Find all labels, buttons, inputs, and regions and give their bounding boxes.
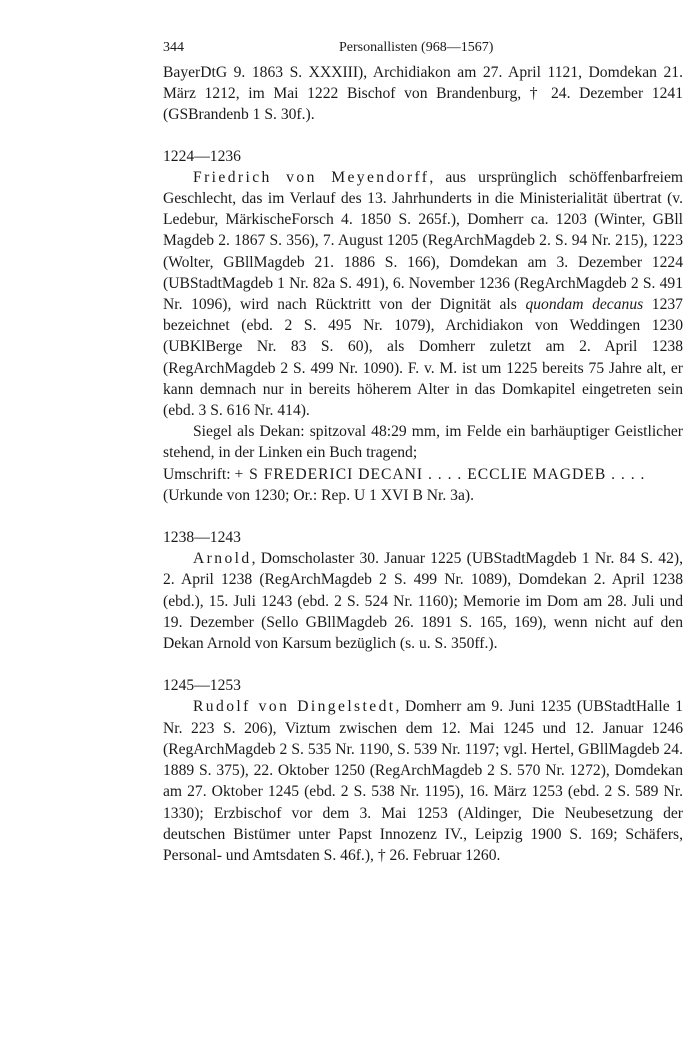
entry-paragraph (163, 548, 683, 654)
person-name: Arnold (193, 550, 252, 568)
body-text (163, 62, 683, 866)
seal-source: (Urkunde von 1230; Or.: Rep. U 1 XVI B Nr. 3a). (163, 486, 474, 504)
entry-date: 1238—1243 (163, 529, 241, 547)
seal-description: Siegel als Dekan: spitzoval 48:29 mm, im Felde ein barhäuptiger Geistlicher stehend, in der Linken ein Buch tragend; (163, 423, 683, 462)
entry-paragraph (163, 167, 683, 421)
entry-text: , aus ursprünglich schöffenbarfreiem Geschlecht, das im Verlauf des 13. Jahrhunderts in die Ministerialität übertrat (v. Ledebur, MärkischeForsch 4. 1850 S. 265f.), Domherr ca. 1203 (Winter, GBll Magdeb 2. 1867 S. 356), 7. August 1205 (RegArchMagdeb 2. S. 94 Nr. 215), 1223 (Wolter, GBllMagdeb 21. 1886 S. 166), Domdekan am 3. Dezember 1224 (UBStadtMagdeb 1 Nr. 82a S. 491), 6. November 1236 (RegArchMagdeb 2 S. 491 Nr. 1096), wird nach Rücktritt von der Dignität als (163, 168, 683, 314)
running-title: Personallisten (968—1567) (339, 40, 494, 55)
entry-text: , Domherr am 9. Juni 1235 (UBStadtHalle 1 Nr. 223 S. 206), Viztum zwischen dem 12. Mai 1245 und 12. Januar 1246 (RegArchMagdeb 2 S. 535 Nr. 1190, S. 539 Nr. 1197; vgl. Hertel, GBllMagdeb 24. 1889 S. 375), 22. Oktober 1250 (RegArchMagdeb 2 S. 570 Nr. 1272), Domdekan am 27. Oktober 1245 (ebd. 2 S. 538 Nr. 1195), 16. März 1253 (ebd. 2 S. 589 Nr. 1330); Erzbischof vor dem 3. Mai 1253 (Aldinger, Die Neubesetzung der deutschen Bistümer unter Papst Innozenz IV., Leipzig 1900 S. 169; Schäfers, Personal- und Amtsdaten S. 46f.), † 26. Februar 1260. (163, 698, 683, 864)
seal-legend: + S FREDERICI DECANI . . . . ECCLIE MAGDEB . . . . (234, 465, 646, 483)
page-header (163, 40, 683, 62)
intro-paragraph: BayerDtG 9. 1863 S. XXXIII), Archidiakon am 27. April 1121, Domdekan 21. März 1212, im Mai 1222 Bischof von Brandenburg, † 24. Dezember 1241 (GSBrandenb 1 S. 30f.). (163, 64, 683, 124)
person-name: Friedrich von Meyendorff (193, 168, 430, 186)
person-name: Rudolf von Dingelstedt (193, 698, 396, 716)
seal-label: Umschrift: (163, 465, 235, 483)
entry-paragraph (163, 696, 683, 866)
seal-inscription (163, 464, 683, 485)
entry-italic-text: quondam decanus (525, 296, 644, 314)
page (163, 40, 683, 866)
entry-text: 1237 bezeichnet (ebd. 2 S. 495 Nr. 1079), Archidiakon von Weddingen 1230 (UBKlBerge Nr. 83 S. 60), als Domherr zuletzt am 2. April 1238 (RegArchMagdeb 2 S. 499 Nr. 1090). F. v. M. ist um 1225 bereits 75 Jahre alt, er kann demnach nur in bereits höherem Alter in das Domkapitel eingetreten sein (ebd. 3 S. 616 Nr. 414). (163, 296, 683, 420)
page-number: 344 (163, 40, 184, 55)
entry-text: , Domscholaster 30. Januar 1225 (UBStadtMagdeb 1 Nr. 84 S. 42), 2. April 1238 (RegArchMagdeb 2 S. 499 Nr. 1089), Domdekan 2. April 1238 (ebd.), 15. Juli 1243 (ebd. 2 S. 524 Nr. 1160); Memorie im Dom am 28. Juli und 19. Dezember (Sello GBllMagdeb 26. 1891 S. 165, 169), wenn nicht auf den Dekan Arnold von Karsum bezüglich (s. u. S. 350ff.). (163, 550, 683, 653)
entry-date: 1224—1236 (163, 147, 241, 165)
entry-date: 1245—1253 (163, 677, 241, 695)
